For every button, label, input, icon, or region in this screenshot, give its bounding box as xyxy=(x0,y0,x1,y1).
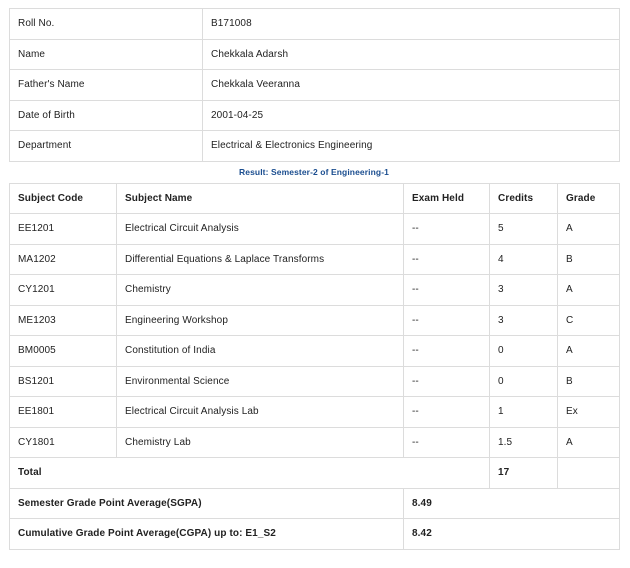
header-subject-name: Subject Name xyxy=(117,183,404,214)
exam-held: -- xyxy=(404,214,490,245)
subject-credits: 4 xyxy=(490,244,558,275)
total-row xyxy=(10,458,620,489)
subject-credits: 1.5 xyxy=(490,427,558,458)
table-row xyxy=(10,397,620,428)
subject-code: ME1203 xyxy=(10,305,117,336)
subject-code: MA1202 xyxy=(10,244,117,275)
student-info-label: Roll No. xyxy=(10,9,203,40)
exam-held: -- xyxy=(404,366,490,397)
student-info-row xyxy=(10,39,620,70)
subject-name: Differential Equations & Laplace Transforms xyxy=(117,244,404,275)
student-info-row xyxy=(10,100,620,131)
student-info-label: Name xyxy=(10,39,203,70)
exam-held: -- xyxy=(404,305,490,336)
subject-credits: 0 xyxy=(490,366,558,397)
student-info-value: B171008 xyxy=(203,9,620,40)
student-info-value: Electrical & Electronics Engineering xyxy=(203,131,620,162)
subject-code: BM0005 xyxy=(10,336,117,367)
student-info-value: 2001-04-25 xyxy=(203,100,620,131)
header-grade: Grade xyxy=(558,183,620,214)
subject-grade: A xyxy=(558,427,620,458)
sgpa-label: Semester Grade Point Average(SGPA) xyxy=(10,488,404,519)
student-info-table xyxy=(9,8,620,162)
subject-code: EE1201 xyxy=(10,214,117,245)
subject-code: CY1801 xyxy=(10,427,117,458)
grades-header-row xyxy=(10,183,620,214)
student-info-value: Chekkala Veeranna xyxy=(203,70,620,101)
exam-held: -- xyxy=(404,336,490,367)
subject-grade: A xyxy=(558,214,620,245)
subject-name: Constitution of India xyxy=(117,336,404,367)
student-info-value: Chekkala Adarsh xyxy=(203,39,620,70)
header-exam-held: Exam Held xyxy=(404,183,490,214)
result-page xyxy=(9,8,619,550)
student-info-label: Date of Birth xyxy=(10,100,203,131)
subject-name: Electrical Circuit Analysis Lab xyxy=(117,397,404,428)
exam-held: -- xyxy=(404,427,490,458)
subject-code: EE1801 xyxy=(10,397,117,428)
table-row xyxy=(10,366,620,397)
total-label: Total xyxy=(10,458,490,489)
subject-credits: 5 xyxy=(490,214,558,245)
cgpa-row xyxy=(10,519,620,550)
subject-credits: 3 xyxy=(490,305,558,336)
table-row xyxy=(10,214,620,245)
table-row xyxy=(10,336,620,367)
total-credits: 17 xyxy=(490,458,558,489)
exam-held: -- xyxy=(404,397,490,428)
subject-grade: A xyxy=(558,336,620,367)
subject-name: Environmental Science xyxy=(117,366,404,397)
student-info-row xyxy=(10,131,620,162)
student-info-row xyxy=(10,70,620,101)
subject-credits: 0 xyxy=(490,336,558,367)
subject-name: Engineering Workshop xyxy=(117,305,404,336)
table-row xyxy=(10,244,620,275)
subject-credits: 1 xyxy=(490,397,558,428)
cgpa-label: Cumulative Grade Point Average(CGPA) up to: E1_S2 xyxy=(10,519,404,550)
subject-name: Chemistry xyxy=(117,275,404,306)
student-info-label: Department xyxy=(10,131,203,162)
grades-table xyxy=(9,183,620,550)
table-row xyxy=(10,427,620,458)
subject-grade: B xyxy=(558,366,620,397)
subject-code: CY1201 xyxy=(10,275,117,306)
student-info-label: Father's Name xyxy=(10,70,203,101)
subject-name: Electrical Circuit Analysis xyxy=(117,214,404,245)
exam-held: -- xyxy=(404,244,490,275)
subject-grade: B xyxy=(558,244,620,275)
subject-grade: A xyxy=(558,275,620,306)
subject-grade: C xyxy=(558,305,620,336)
sgpa-row xyxy=(10,488,620,519)
header-subject-code: Subject Code xyxy=(10,183,117,214)
result-title: Result: Semester-2 of Engineering-1 xyxy=(239,166,389,177)
cgpa-value: 8.42 xyxy=(404,519,620,550)
total-grade-empty xyxy=(558,458,620,489)
subject-grade: Ex xyxy=(558,397,620,428)
header-credits: Credits xyxy=(490,183,558,214)
subject-code: BS1201 xyxy=(10,366,117,397)
subject-credits: 3 xyxy=(490,275,558,306)
student-info-row xyxy=(10,9,620,40)
table-row xyxy=(10,305,620,336)
table-row xyxy=(10,275,620,306)
sgpa-value: 8.49 xyxy=(404,488,620,519)
subject-name: Chemistry Lab xyxy=(117,427,404,458)
exam-held: -- xyxy=(404,275,490,306)
